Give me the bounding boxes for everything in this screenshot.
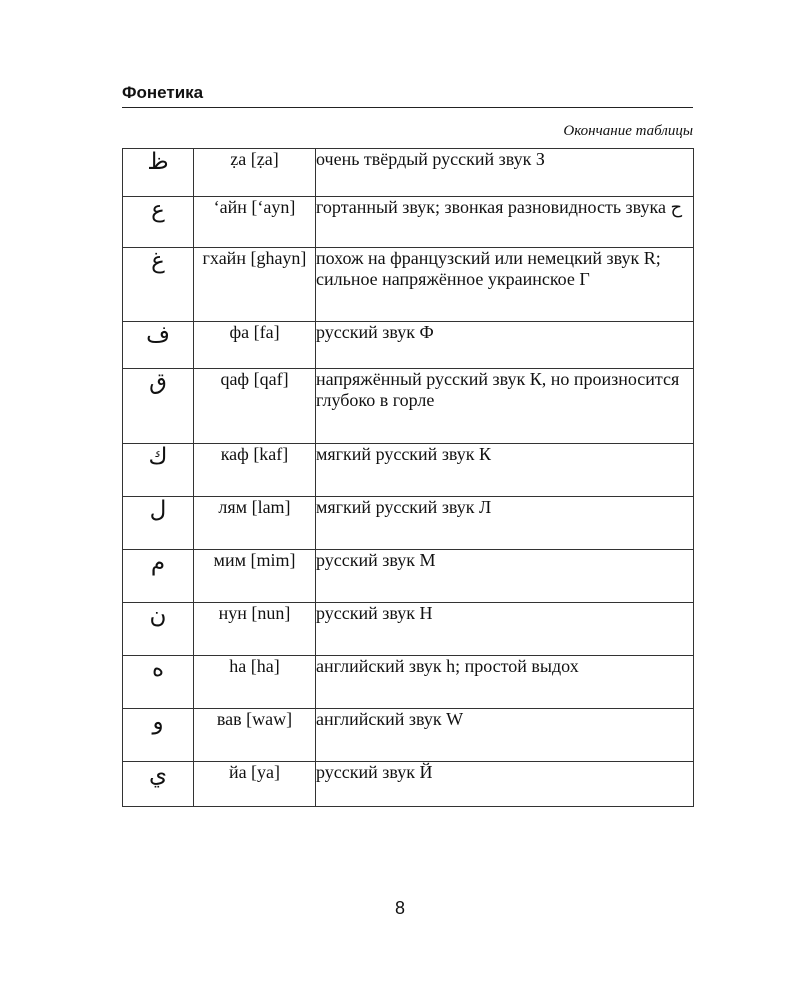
letter-name: йа [ya] bbox=[194, 762, 316, 807]
arabic-letter: ع bbox=[123, 197, 194, 248]
sound-description: русский звук Й bbox=[316, 762, 694, 807]
sound-description: английский звук W bbox=[316, 709, 694, 762]
sound-description: русский звук М bbox=[316, 550, 694, 603]
table-row bbox=[123, 762, 694, 807]
letter-name: гхайн [ghayn] bbox=[194, 248, 316, 322]
arabic-letter: م bbox=[123, 550, 194, 603]
table-row bbox=[123, 497, 694, 550]
arabic-letter: ق bbox=[123, 369, 194, 444]
sound-description: похож на французский или немецкий звук R; сильное напряжённое украинское Г bbox=[316, 248, 694, 322]
arabic-letter: و bbox=[123, 709, 194, 762]
letter-name: ha [ha] bbox=[194, 656, 316, 709]
table-row bbox=[123, 444, 694, 497]
table-row bbox=[123, 322, 694, 369]
letter-name: мим [mim] bbox=[194, 550, 316, 603]
sound-description: гортанный звук; звонкая разновидность звука ح bbox=[316, 197, 694, 248]
letter-name: ẓa [ẓa] bbox=[194, 149, 316, 197]
sound-description: русский звук Ф bbox=[316, 322, 694, 369]
table-row bbox=[123, 149, 694, 197]
sound-description: очень твёрдый русский звук З bbox=[316, 149, 694, 197]
table-continuation-note: Окончание таблицы bbox=[563, 123, 693, 139]
header-rule bbox=[122, 107, 693, 108]
table-row bbox=[123, 550, 694, 603]
letter-name: qаф [qaf] bbox=[194, 369, 316, 444]
arabic-letter: ل bbox=[123, 497, 194, 550]
sound-description: мягкий русский звук Л bbox=[316, 497, 694, 550]
table-row bbox=[123, 709, 694, 762]
letter-name: ‘айн [‘ayn] bbox=[194, 197, 316, 248]
arabic-letter: غ bbox=[123, 248, 194, 322]
page-number: 8 bbox=[394, 898, 405, 918]
table-row bbox=[123, 248, 694, 322]
letter-name: каф [kaf] bbox=[194, 444, 316, 497]
arabic-letter: ه bbox=[123, 656, 194, 709]
phonetics-table bbox=[122, 148, 694, 807]
table-row bbox=[123, 369, 694, 444]
table-row bbox=[123, 197, 694, 248]
section-title: Фонетика bbox=[122, 83, 204, 102]
sound-description: русский звук Н bbox=[316, 603, 694, 656]
table-row bbox=[123, 656, 694, 709]
arabic-letter: ك bbox=[123, 444, 194, 497]
arabic-letter: ي bbox=[123, 762, 194, 807]
arabic-letter: ظ bbox=[123, 149, 194, 197]
arabic-letter: ن bbox=[123, 603, 194, 656]
arabic-letter: ف bbox=[123, 322, 194, 369]
letter-name: фа [fa] bbox=[194, 322, 316, 369]
table-row bbox=[123, 603, 694, 656]
letter-name: вав [waw] bbox=[194, 709, 316, 762]
sound-description: напряжённый русский звук К, но произносится глубоко в горле bbox=[316, 369, 694, 444]
sound-description: английский звук h; простой выдох bbox=[316, 656, 694, 709]
letter-name: нун [nun] bbox=[194, 603, 316, 656]
sound-description: мягкий русский звук К bbox=[316, 444, 694, 497]
letter-name: лям [lam] bbox=[194, 497, 316, 550]
